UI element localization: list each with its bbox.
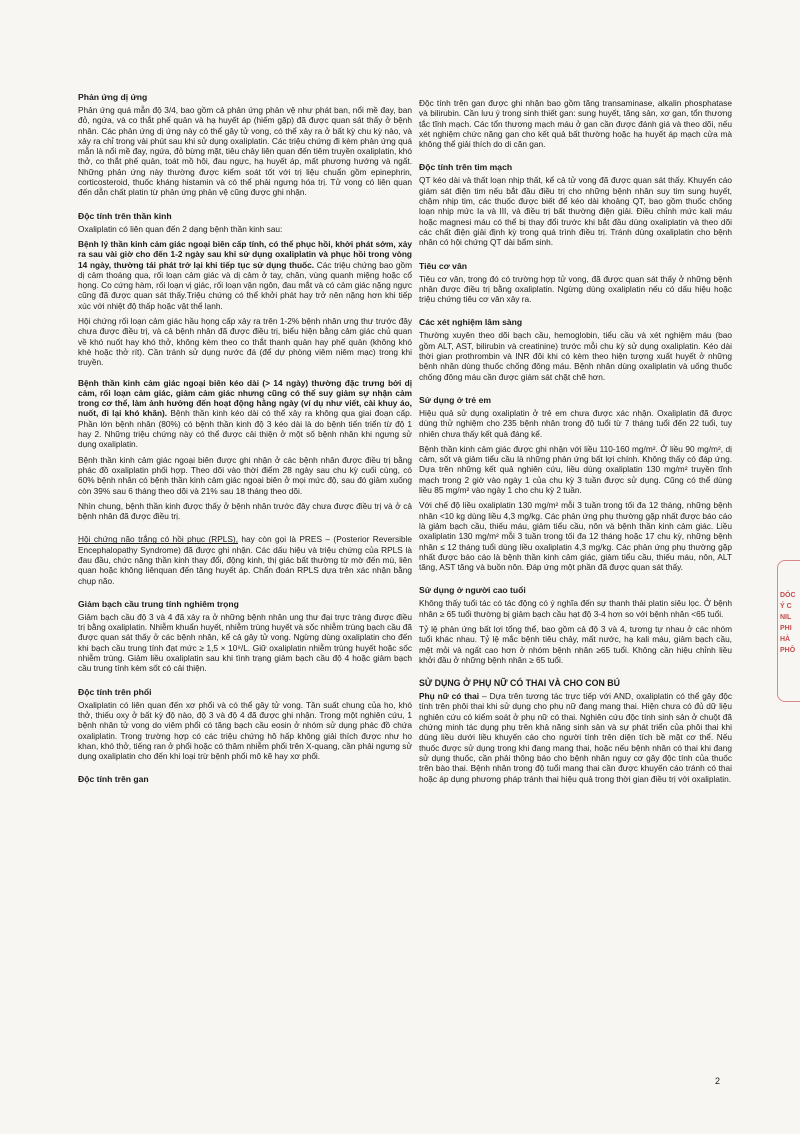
section-hepatic (78, 774, 412, 785)
section-allergy (78, 92, 412, 198)
text: Các triệu chứng bao gồm dị cảm thoáng qua, rối loạn cảm giác và dị cảm ở tay, chân, vùng quanh miệng hoặc cổ họng. Co cứng hàm, rối loạn vị giác, rối loạn vận ngôn, đau mắt và có cảm giác nặng ngực cũng đã được quan sát thấy.Triệu chứng có thể khởi phát hay trở nên nặng hơn khi tiếp xúc với nhiệt độ thấp hoặc vật thể lạnh. (78, 259, 413, 311)
paragraph: Oxaliplatin có liên quan đến 2 dạng bệnh thần kinh sau: (78, 223, 283, 234)
heading-cardiac: Độc tính trên tim mạch (419, 162, 513, 173)
paragraph (78, 534, 412, 585)
section-neutropenia (78, 599, 412, 674)
section-pregnancy (419, 678, 732, 784)
paragraph: Tỷ lệ phản ứng bất lợi tổng thể, bao gồm cả độ 3 và 4, tương tự nhau ở các nhóm tuổi khác nhau. Tỷ lệ mắc bệnh tiêu chảy, mất nước, hạ kali máu, giảm bạch cầu, mệt mỏi và ngất cao hơn ở nhóm bệnh nhân ≥65 tuổi. Không cần hiệu chỉnh liều khởi đầu ở những bệnh nhân ≥ 65 tuổi. (419, 623, 732, 665)
heading-neurotoxicity: Độc tính trên thần kinh (78, 210, 172, 221)
paragraph: Độc tính trên gan được ghi nhận bao gồm tăng transaminase, alkalin phosphatase và bilirubin. Cần lưu ý trong sinh thiết gan: sung huyết, tăng sản, xơ gan, tổn thương tắc tĩnh mạch. Các tổn thương mạch máu ở gan cần được đánh giá và theo dõi, nếu xét nghiệm chức năng gan cho kết quả bất thường hoặc hạ huyết áp mạch cửa mà không thể giải thích do di căn gan. (419, 98, 732, 150)
paragraph: QT kéo dài và thất loạn nhịp thất, kể cả tử vong đã được quan sát thấy. Khuyến cáo giám sát điện tim nếu bắt đầu điều trị cho những bệnh nhân suy tim sung huyết, chậm nhịp tim, các thuốc được biết để kéo dài khoảng QT, bao gồm thuốc chống loạn nhịp mức Ia và III, và điều trị bất thường điện giải. Điều chỉnh mức kali máu hoặc magnesi máu có thể bị thay đổi trước khi bắt đầu dùng oxaliplatin và theo dõi các chất điện giải định kỳ trong quá trình điều trị. Tránh dùng oxaliplatin cho bệnh nhân có hội chứng QT dài bẩm sinh. (419, 175, 732, 248)
paragraph: Thường xuyên theo dõi bạch cầu, hemoglobin, tiểu cầu và xét nghiệm máu (bao gồm ALT, AST, bilirubin và creatinine) trước mỗi chu kỳ sử dụng oxaliplatin. Kéo dài thời gian prothrombin và INR đôi khi có kèm theo hiện tượng xuất huyết ở những bệnh nhân dùng thuốc chống đông máu. Bệnh nhân dùng oxaliplatin và uống thuốc chống đông máu cần được giám sát chặt chẽ hơn. (419, 330, 732, 382)
heading-hepatic: Độc tính trên gan (78, 774, 149, 785)
heading-lab-tests: Các xét nghiệm lâm sàng (419, 317, 523, 328)
section-pediatric (419, 395, 732, 572)
bold-text: Bệnh lý thần kinh cảm giác ngoại biên cấp tính, có thể phục hồi, khởi phát sớm, xảy ra sau vài giờ cho đến 1-2 ngày sau khi sử dụng oxaliplatin và phục hồi trong vòng 14 ngày, thường tái phát trở lại khi tiếp tục sử dụng thuốc. (78, 238, 412, 270)
text: – Dựa trên tương tác trực tiếp với AND, oxaliplatin có thể gây độc tính trên phôi thai khi sử dụng cho phụ nữ đang mang thai. Hiện chưa có đủ dữ liệu nghiên cứu có kiểm soát ở phụ nữ có thai. Nghiên cứu độc tính sinh sản ở chuột đã chứng minh tác dụng phụ trên khả năng sinh sản và sự phát triển của phôi thai khi dùng liều dưới liều khuyến cáo cho người tính trên diện tích bề mặt cơ thể. Nếu thuốc được sử dụng trong khi đang mang thai, hoặc nếu bệnh nhân có thai khi đang sử dụng thuốc, cần phải thông báo cho bệnh nhân nguy cơ gây độc tính của thuốc trên bào thai. Bệnh nhân trong độ tuổi mang thai cần được khuyến cáo tránh có thai hoặc áp dụng phương pháp tránh thai hiệu quả trong thời gian điều trị với oxaliplatin. (419, 691, 732, 784)
paragraph (78, 378, 412, 450)
heading-pulmonary: Độc tính trên phổi (78, 686, 152, 697)
section-cardiac (419, 162, 732, 247)
section-pulmonary (78, 687, 412, 762)
page-number: 2 (714, 1076, 720, 1086)
text: hay còn gọi là PRES – (Posterior Reversible Encephalopathy Syndrome) đã được ghi nhận. Các dấu hiệu và triệu chứng của RPLS là đau đầu, chức năng thần kinh thay đổi, động kinh, thị giác bất thường từ mờ đến mù, liên quan hoặc không liênquan đến tăng huyết áp. Chẩn đoán RPLS dựa trên xác nhận bằng chụp não. (78, 534, 413, 586)
paragraph: Tiêu cơ vân, trong đó có trường hợp tử vong, đã được quan sát thấy ở những bệnh nhân được điều trị bằng oxaliplatin. Ngừng dùng oxaliplatin nếu có dấu hiệu hoặc triệu chứng tiêu cơ vân xảy ra. (419, 273, 732, 305)
paragraph: Phản ứng quá mẫn độ 3/4, bao gồm cả phản ứng phản vệ như phát ban, nổi mề đay, ban đỏ, ngứa, và co thắt phế quản và hạ huyết áp (hiếm gặp) đã được quan sát thấy ở bệnh nhân. Các phản ứng dị ứng này có thể gây tử vong, có thể xảy ra ở bất kỳ chu kỳ nào, và xảy ra chỉ trong vài phút sau khi sử dụng oxaliplatin. Các triệu chứng đi kèm phản ứng quá mẫn là nổi mề đay, ngứa, đỏ bừng mặt, tiêu chảy liên quan đến tiêm truyền oxaliplatin, khó thở, co thắt phế quản, toát mồ hôi, đau ngực, hạ huyết áp, mất phương hướng và ngất. Những phản ứng này thường được kiểm soát tốt với trị liệu chuẩn gồm epinephrin, corticosteroid, thuốc kháng histamin và có thể phải ngưng hóa trị. Tử vong có liên quan đến dẫn chất platin từ phản ứng phản vệ cũng được ghi nhận. (78, 105, 412, 198)
bold-text: Phụ nữ có thai (419, 691, 480, 702)
text: Bệnh thần kinh kéo dài có thể xảy ra không qua giai đoạn cấp. Phần lớn bệnh nhân (80%) có bệnh thần kinh độ 3 kéo dài là do bệnh tiến triển từ độ 1 hay 2. Những triệu chứng này có thể được cải thiện ở một số bệnh nhân khi ngưng sử dụng oxaliplatin. (78, 408, 412, 450)
stamp-text: DÓC Ý C NIL PHI HÀ PHÔ (780, 592, 796, 654)
heading-pediatric: Sử dụng ở trẻ em (419, 394, 492, 405)
paragraph: Với chế độ liều oxaliplatin 130 mg/m² mỗi 3 tuần trong tối đa 12 tháng, những bệnh nhân <10 kg dùng liều 4,3 mg/kg. Các phản ứng phụ thường gặp nhất được báo cáo là giảm bạch cầu, thiếu máu, giảm tiểu cầu, nôn và bệnh thần kinh cảm giác. Liều oxaliplatin 130 mg/m² mỗi 3 tuần trong tối đa 12 tháng hoặc 17 chu kỳ, những bệnh nhân ≤ 12 tháng tuổi dùng liều oxaliplatin 4,3 mg/kg. Các phản ứng phụ thường gặp nhất được báo cáo là bệnh thần kinh cảm giác, giảm tiểu cầu, thiếu máu, nôn, ALT tăng, AST tăng và buồn nôn. Đáp ứng một phần đã được quan sát thấy. (419, 500, 732, 573)
heading-allergy: Phản ứng dị ứng (78, 92, 148, 102)
heading-geriatric: Sử dụng ở người cao tuổi (419, 585, 526, 596)
section-hepatic-continued (419, 98, 732, 149)
paragraph (419, 691, 732, 784)
paragraph: Hiệu quả sử dụng oxaliplatin ở trẻ em chưa được xác nhận. Oxaliplatin đã được dùng thử nghiệm cho 235 bệnh nhân trong độ tuổi từ 7 tháng tuổi đến 22 tuổi, tuy nhiên chưa thấy kết quả đáng kể. (419, 407, 732, 439)
section-rhabdomyolysis (419, 261, 732, 305)
paragraph: Không thấy tuổi tác có tác động có ý nghĩa đến sự thanh thải platin siêu lọc. Ở bệnh nhân ≥ 65 tuổi thường bị giảm bạch cầu hạt độ 3-4 hơn so với bệnh nhân <65 tuổi. (419, 598, 732, 619)
heading-rhabdomyolysis: Tiêu cơ vân (419, 260, 467, 271)
heading-neutropenia: Giảm bạch cầu trung tính nghiêm trọng (78, 598, 239, 609)
heading-pregnancy: SỬ DỤNG Ở PHỤ NỮ CÓ THAI VÀ CHO CON BÚ (419, 678, 620, 689)
right-column (419, 98, 732, 797)
paragraph: Nhìn chung, bệnh thần kinh được thấy ở bệnh nhân trước đây chưa được điều trị và ở cả bệnh nhân đã được điều trị. (78, 500, 412, 522)
left-column (78, 92, 412, 798)
section-neurotoxicity (78, 211, 412, 522)
section-rpls (78, 534, 412, 585)
paragraph (78, 239, 412, 311)
underlined-text: Hội chứng não trắng có hồi phục (RPLS), (78, 534, 239, 545)
paragraph: Giảm bạch cầu độ 3 và 4 đã xảy ra ở những bệnh nhân ung thư đại trực tràng được điều trị bằng oxaliplatin. Nhiễm khuẩn huyết, nhiễm trùng huyết và sốc nhiễm trùng bạch cầu đã được quan sát thấy ở các bệnh nhân, kể cả gây tử vong. Ngừng dùng oxaliplatin cho đến khi bạch cầu trung tính đạt mức ≥ 1,5 × 10⁹/L. Giữ oxaliplatin nhiễm trùng huyết hoặc sốc nhiễm trùng. Giảm liều oxaliplatin sau khi tình trạng giảm bạch cầu độ 4 hoặc giảm bạch cầu trung tính kèm sốt có cải thiện. (78, 611, 412, 674)
paragraph: Bệnh thần kinh cảm giác được ghi nhận với liều 110-160 mg/m². Ở liều 90 mg/m², dị cảm, sốt và giảm tiểu cầu là những phản ứng bất lợi chính. Không thấy có đáp ứng. Dựa trên những kết quả nghiên cứu, liều dùng oxaliplatin 130 mg/m² truyền tĩnh mạch trong 2 giờ vào ngày 1 của chu kỳ 3 tuần được sử dụng. Cũng có thể dùng liều 85 mg/m² vào ngày 1 cho chu kỳ 2 tuần. (419, 443, 732, 496)
section-lab-tests (419, 317, 732, 381)
paragraph: Hội chứng rối loạn cảm giác hầu họng cấp xảy ra trên 1-2% bệnh nhân ưng thư trước đây chưa được điều trị, và cả bệnh nhân đã được điều trị, biểu hiện bằng cảm giác chủ quan về khó nuốt hay khó thở, không kèm theo co thắt thanh quản hay phế quản (không khó khè hoặc thở rít). Cần tránh sử dụng nước đá (để dự phòng viêm niêm mạc) trong khi truyền. (78, 316, 412, 368)
paragraph: Bệnh thần kinh cảm giác ngoại biên được ghi nhận ở các bệnh nhân được điều trị bằng phác đồ oxaliplatin phối hợp. Theo dõi vào thời điểm 28 ngày sau chu kỳ cuối cùng, có 60% bệnh nhân có bệnh thần kinh cảm giác ngoại biên ở mọi mức độ, sau đó giảm xuống còn 39% sau 6 tháng theo dõi và 21% sau 18 tháng theo dõi. (78, 454, 412, 496)
bold-text: Bệnh thần kinh cảm giác ngoại biên kéo dài (> 14 ngày) thường đặc trưng bởi dị cảm, rối loạn cảm giác, giảm cảm giác nhưng cũng có thể suy giảm sự nhận cảm trong cơ thể, làm ảnh hưởng đến hoạt động hằng ngày (ví dụ như viết, cài khuy áo, nuốt, đi lại khó khăn). (78, 377, 412, 419)
paragraph: Oxaliplatin có liên quan đến xơ phổi và có thể gây tử vong. Tần suất chung của ho, khó thở, thiếu oxy ở bất kỳ độ nào, độ 3 và độ 4 đã được ghi nhận. Trong một nghiên cứu, 1 bệnh nhân tử vong do viêm phổi có tăng bạch cầu eosin ở nhóm sử dụng phác đồ chứa oxaliplatin. Trong trường hợp có các triệu chứng hô hấp không giải thích được như ho khan, khó thở, tiếng ran ở phổi hoặc có thâm nhiễm phổi trên X-quang, cần phải ngưng sử dụng oxaliplatin cho đến khi loại trừ bệnh phổi mô kẽ hay xơ phổi. (78, 699, 412, 762)
section-geriatric (419, 585, 732, 665)
